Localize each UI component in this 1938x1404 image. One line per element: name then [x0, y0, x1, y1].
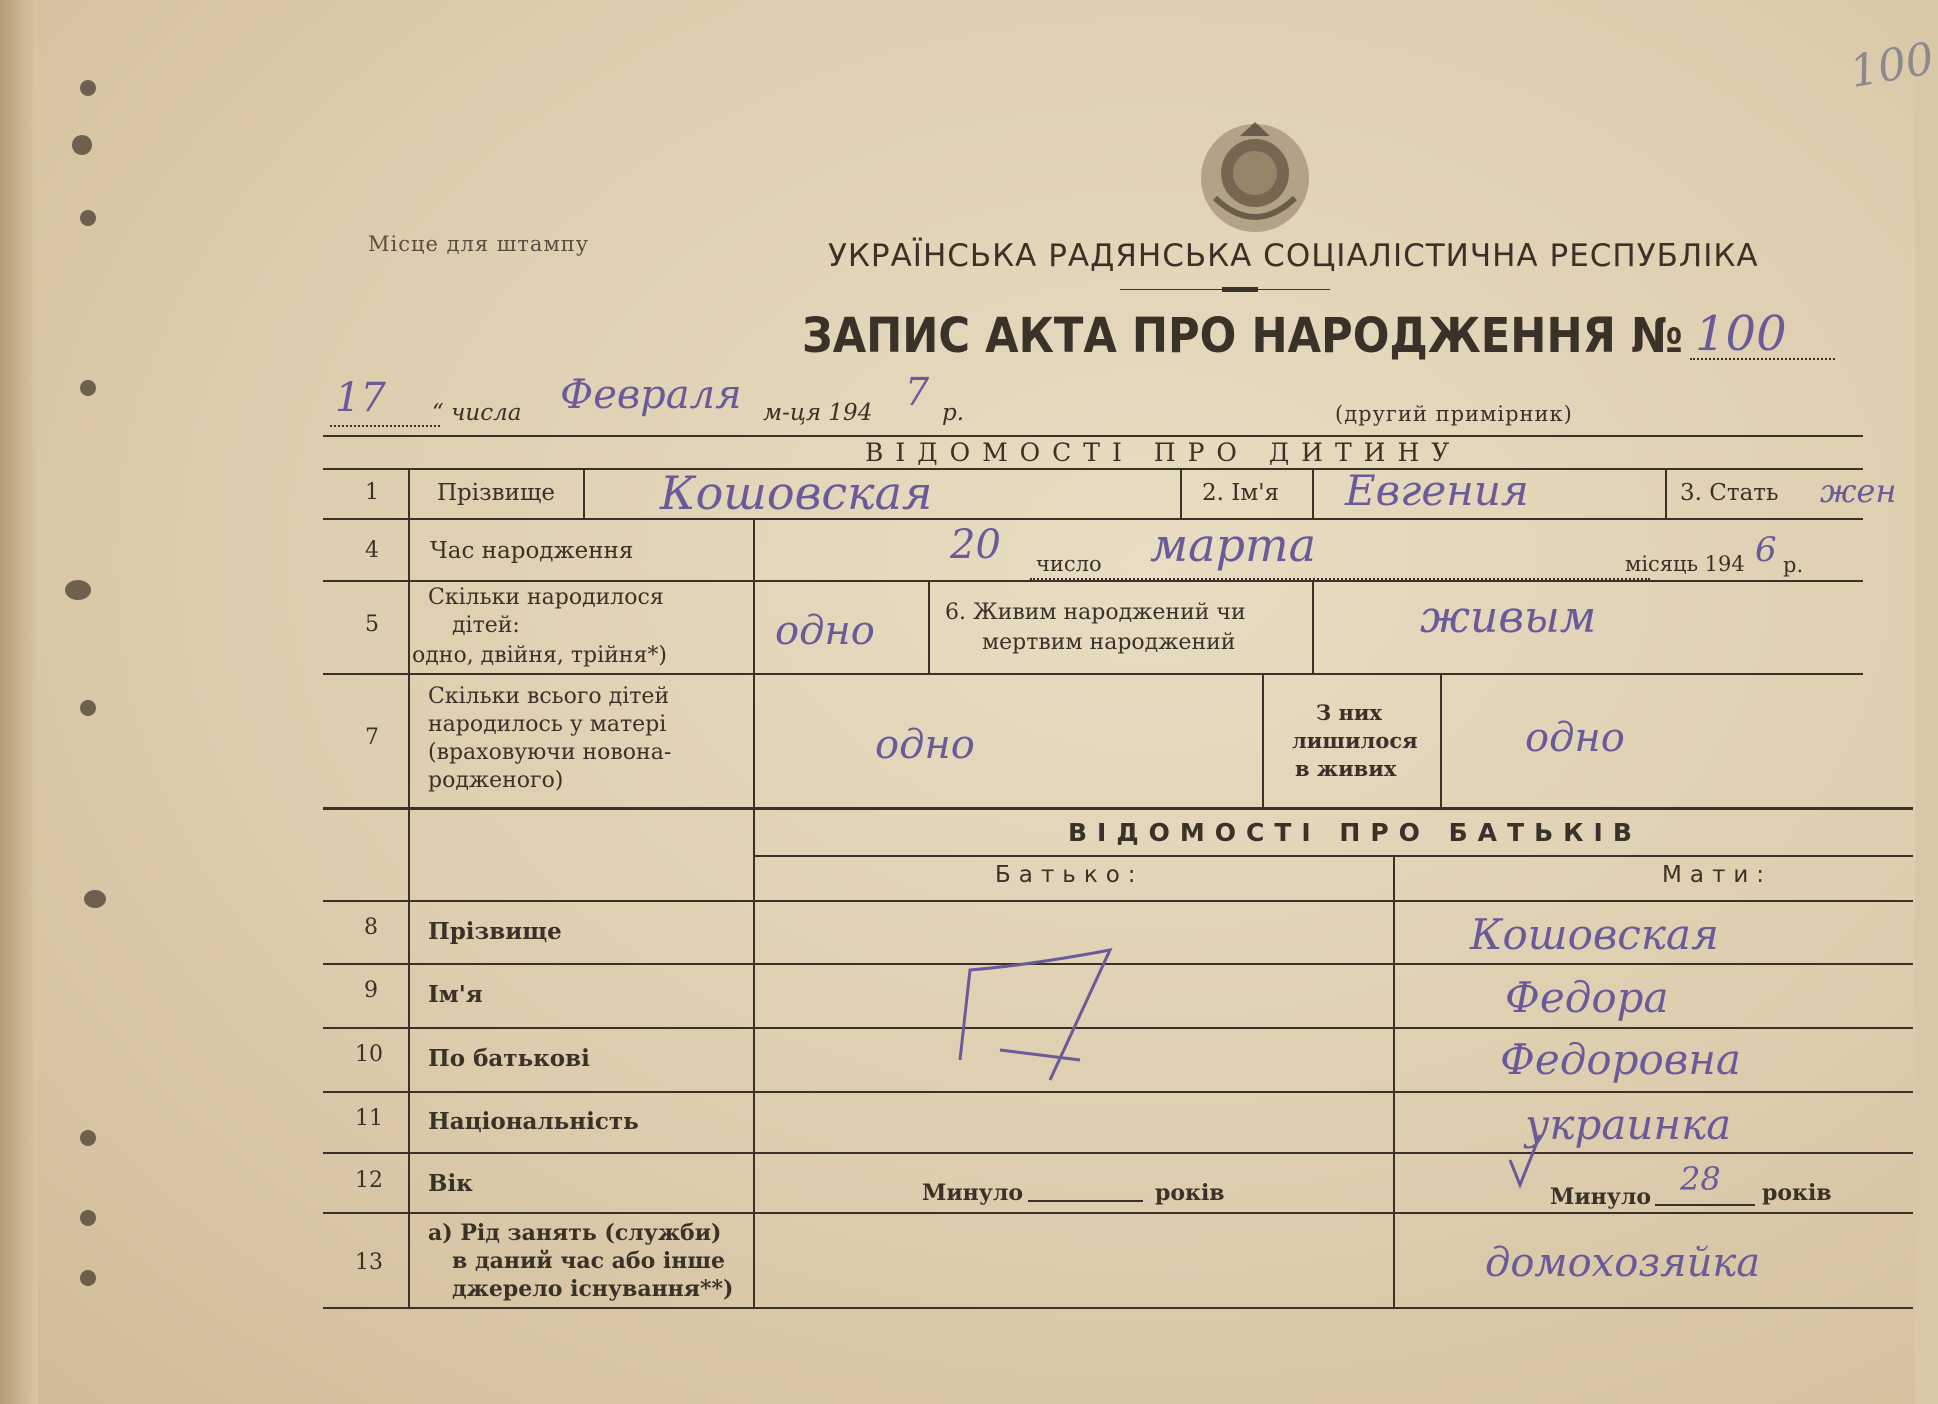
- first-name-label: 2. Ім'я: [1202, 480, 1280, 506]
- mother-first-name-value: Федора: [1505, 973, 1669, 1022]
- table-col-line: [1312, 470, 1314, 518]
- row-number: 11: [355, 1106, 383, 1131]
- birth-year-digit: 6: [1755, 530, 1777, 570]
- alive-value: одно: [1525, 715, 1625, 761]
- date-year-digit: 7: [905, 370, 930, 414]
- occupation-label-2: в даний час або інше: [452, 1248, 726, 1274]
- second-copy-label: (другий примірник): [1335, 402, 1573, 426]
- birth-year-r: р.: [1783, 553, 1804, 577]
- table-col-line: [928, 582, 930, 673]
- table-line: [323, 807, 1913, 810]
- occupation-label-1: а) Рід занять (служби): [428, 1220, 722, 1246]
- row-number: 8: [364, 915, 378, 940]
- table-col-line: [1393, 855, 1395, 1307]
- punch-hole: [65, 580, 91, 600]
- occupation-label-3: джерело існування**): [452, 1276, 734, 1302]
- date-r: р.: [942, 400, 965, 426]
- corner-page-number: 100: [1846, 33, 1938, 98]
- heading-divider: [1120, 289, 1330, 290]
- table-line: [323, 673, 1863, 675]
- birth-day-value: 20: [950, 522, 1001, 568]
- coat-of-arms-emblem: [1195, 118, 1315, 238]
- alive-label-2: лишилося: [1292, 728, 1418, 753]
- table-top-line: [323, 435, 1863, 437]
- child-first-name-value: Евгения: [1345, 466, 1529, 515]
- birth-time-label: Час народження: [430, 538, 634, 564]
- total-children-label-2: народилось у матері: [428, 712, 667, 737]
- row-number: 7: [365, 725, 379, 750]
- binding-edge: [0, 0, 38, 1404]
- sex-label: 3. Стать: [1680, 480, 1779, 506]
- table-line: [753, 855, 1913, 857]
- mother-occupation-value: домохозяйка: [1485, 1240, 1761, 1286]
- total-children-label-4: родженого): [428, 768, 564, 793]
- birth-month-label: місяць 194: [1625, 552, 1745, 576]
- table-col-line: [1262, 675, 1264, 807]
- parent-surname-label: Прізвище: [428, 918, 562, 945]
- table-col-line: [408, 470, 410, 1308]
- birth-day-label: число: [1036, 552, 1102, 576]
- record-number: 100: [1695, 306, 1787, 362]
- table-line: [323, 900, 1913, 902]
- mother-age-line: [1655, 1204, 1755, 1206]
- date-underline: [330, 425, 440, 427]
- punch-hole: [84, 890, 106, 908]
- row-number: 13: [355, 1250, 383, 1275]
- republic-heading: УКРАЇНСЬКА РАДЯНСЬКА СОЦІАЛІСТИЧНА РЕСПУБЛІКА: [828, 238, 1759, 274]
- table-line: [323, 468, 1863, 470]
- date-month: Февраля: [560, 372, 742, 418]
- date-day: 17: [335, 375, 386, 421]
- mother-age-years: років: [1762, 1180, 1832, 1206]
- alive-label-1: З них: [1316, 700, 1382, 725]
- live-birth-value: живым: [1420, 592, 1597, 643]
- table-col-line: [1180, 470, 1182, 518]
- children-count-value: одно: [775, 608, 875, 654]
- surname-label: Прізвище: [437, 480, 555, 506]
- row-number: 10: [355, 1042, 383, 1067]
- table-col-line: [753, 518, 755, 1308]
- table-line: [323, 1152, 1913, 1154]
- live-birth-label-1: 6. Живим народжений чи: [945, 600, 1246, 625]
- row-number: 9: [364, 978, 378, 1003]
- table-col-line: [1665, 470, 1667, 518]
- child-sex-value: жен: [1820, 472, 1897, 510]
- children-count-label-2: дітей:: [452, 613, 520, 638]
- table-col-line: [583, 470, 585, 518]
- punch-hole: [80, 1270, 96, 1286]
- record-number-line: [1690, 358, 1835, 360]
- table-col-line: [1440, 675, 1442, 807]
- parents-section-heading: ВІДОМОСТІ ПРО БАТЬКІВ: [1068, 818, 1642, 847]
- row-number: 5: [365, 612, 379, 637]
- document-title: ЗАПИС АКТА ПРО НАРОДЖЕННЯ №: [802, 308, 1683, 364]
- father-header: Батько:: [995, 862, 1144, 888]
- table-line: [323, 1307, 1913, 1309]
- birth-month-value: марта: [1150, 518, 1317, 572]
- stamp-place-label: Місце для штампу: [368, 232, 590, 256]
- parent-nationality-label: Національність: [428, 1108, 639, 1135]
- child-surname-value: Кошовская: [660, 466, 933, 520]
- total-children-label-3: (враховуючи новона-: [428, 740, 672, 765]
- punch-hole: [80, 1130, 96, 1146]
- children-count-label-1: Скільки народилося: [428, 585, 664, 610]
- father-crossed-out-mark: [940, 930, 1160, 1100]
- mother-nationality-value: украинка: [1525, 1100, 1732, 1149]
- punch-hole: [80, 80, 96, 96]
- birth-date-underline: [1030, 578, 1650, 580]
- table-line: [323, 1212, 1913, 1214]
- parent-patronymic-label: По батькові: [428, 1045, 590, 1072]
- date-month-label: м-ця 194: [763, 400, 873, 426]
- table-col-line: [1312, 582, 1314, 673]
- row-number: 4: [365, 538, 379, 563]
- parent-age-label: Вік: [428, 1170, 473, 1197]
- live-birth-label-2: мертвим народжений: [982, 630, 1236, 655]
- child-section-heading: ВІДОМОСТІ ПРО ДИТИНУ: [865, 438, 1462, 467]
- children-count-label-3: одно, двійня, трійня*): [412, 643, 667, 668]
- row-number: 1: [365, 480, 379, 505]
- mother-age-passed: Минуло: [1550, 1184, 1652, 1210]
- mother-age-value: 28: [1680, 1160, 1721, 1198]
- father-age-passed: Минуло: [922, 1180, 1024, 1206]
- table-line: [323, 518, 1863, 520]
- pencil-check-mark: [1505, 1130, 1545, 1190]
- total-children-value: одно: [875, 722, 975, 768]
- alive-label-3: в живих: [1295, 756, 1397, 781]
- punch-hole: [80, 1210, 96, 1226]
- mother-surname-value: Кошовская: [1470, 910, 1719, 959]
- father-age-years: років: [1155, 1180, 1225, 1206]
- mother-patronymic-value: Федоровна: [1500, 1035, 1741, 1084]
- total-children-label-1: Скільки всього дітей: [428, 684, 670, 709]
- date-day-label: “ числа: [432, 400, 522, 426]
- punch-hole: [80, 210, 96, 226]
- table-line: [323, 580, 1863, 582]
- punch-hole: [72, 135, 92, 155]
- row-number: 12: [355, 1168, 383, 1193]
- mother-header: Мати:: [1662, 862, 1773, 888]
- punch-hole: [80, 700, 96, 716]
- punch-hole: [80, 380, 96, 396]
- parent-first-name-label: Ім'я: [428, 981, 483, 1008]
- father-age-line: [1028, 1200, 1143, 1202]
